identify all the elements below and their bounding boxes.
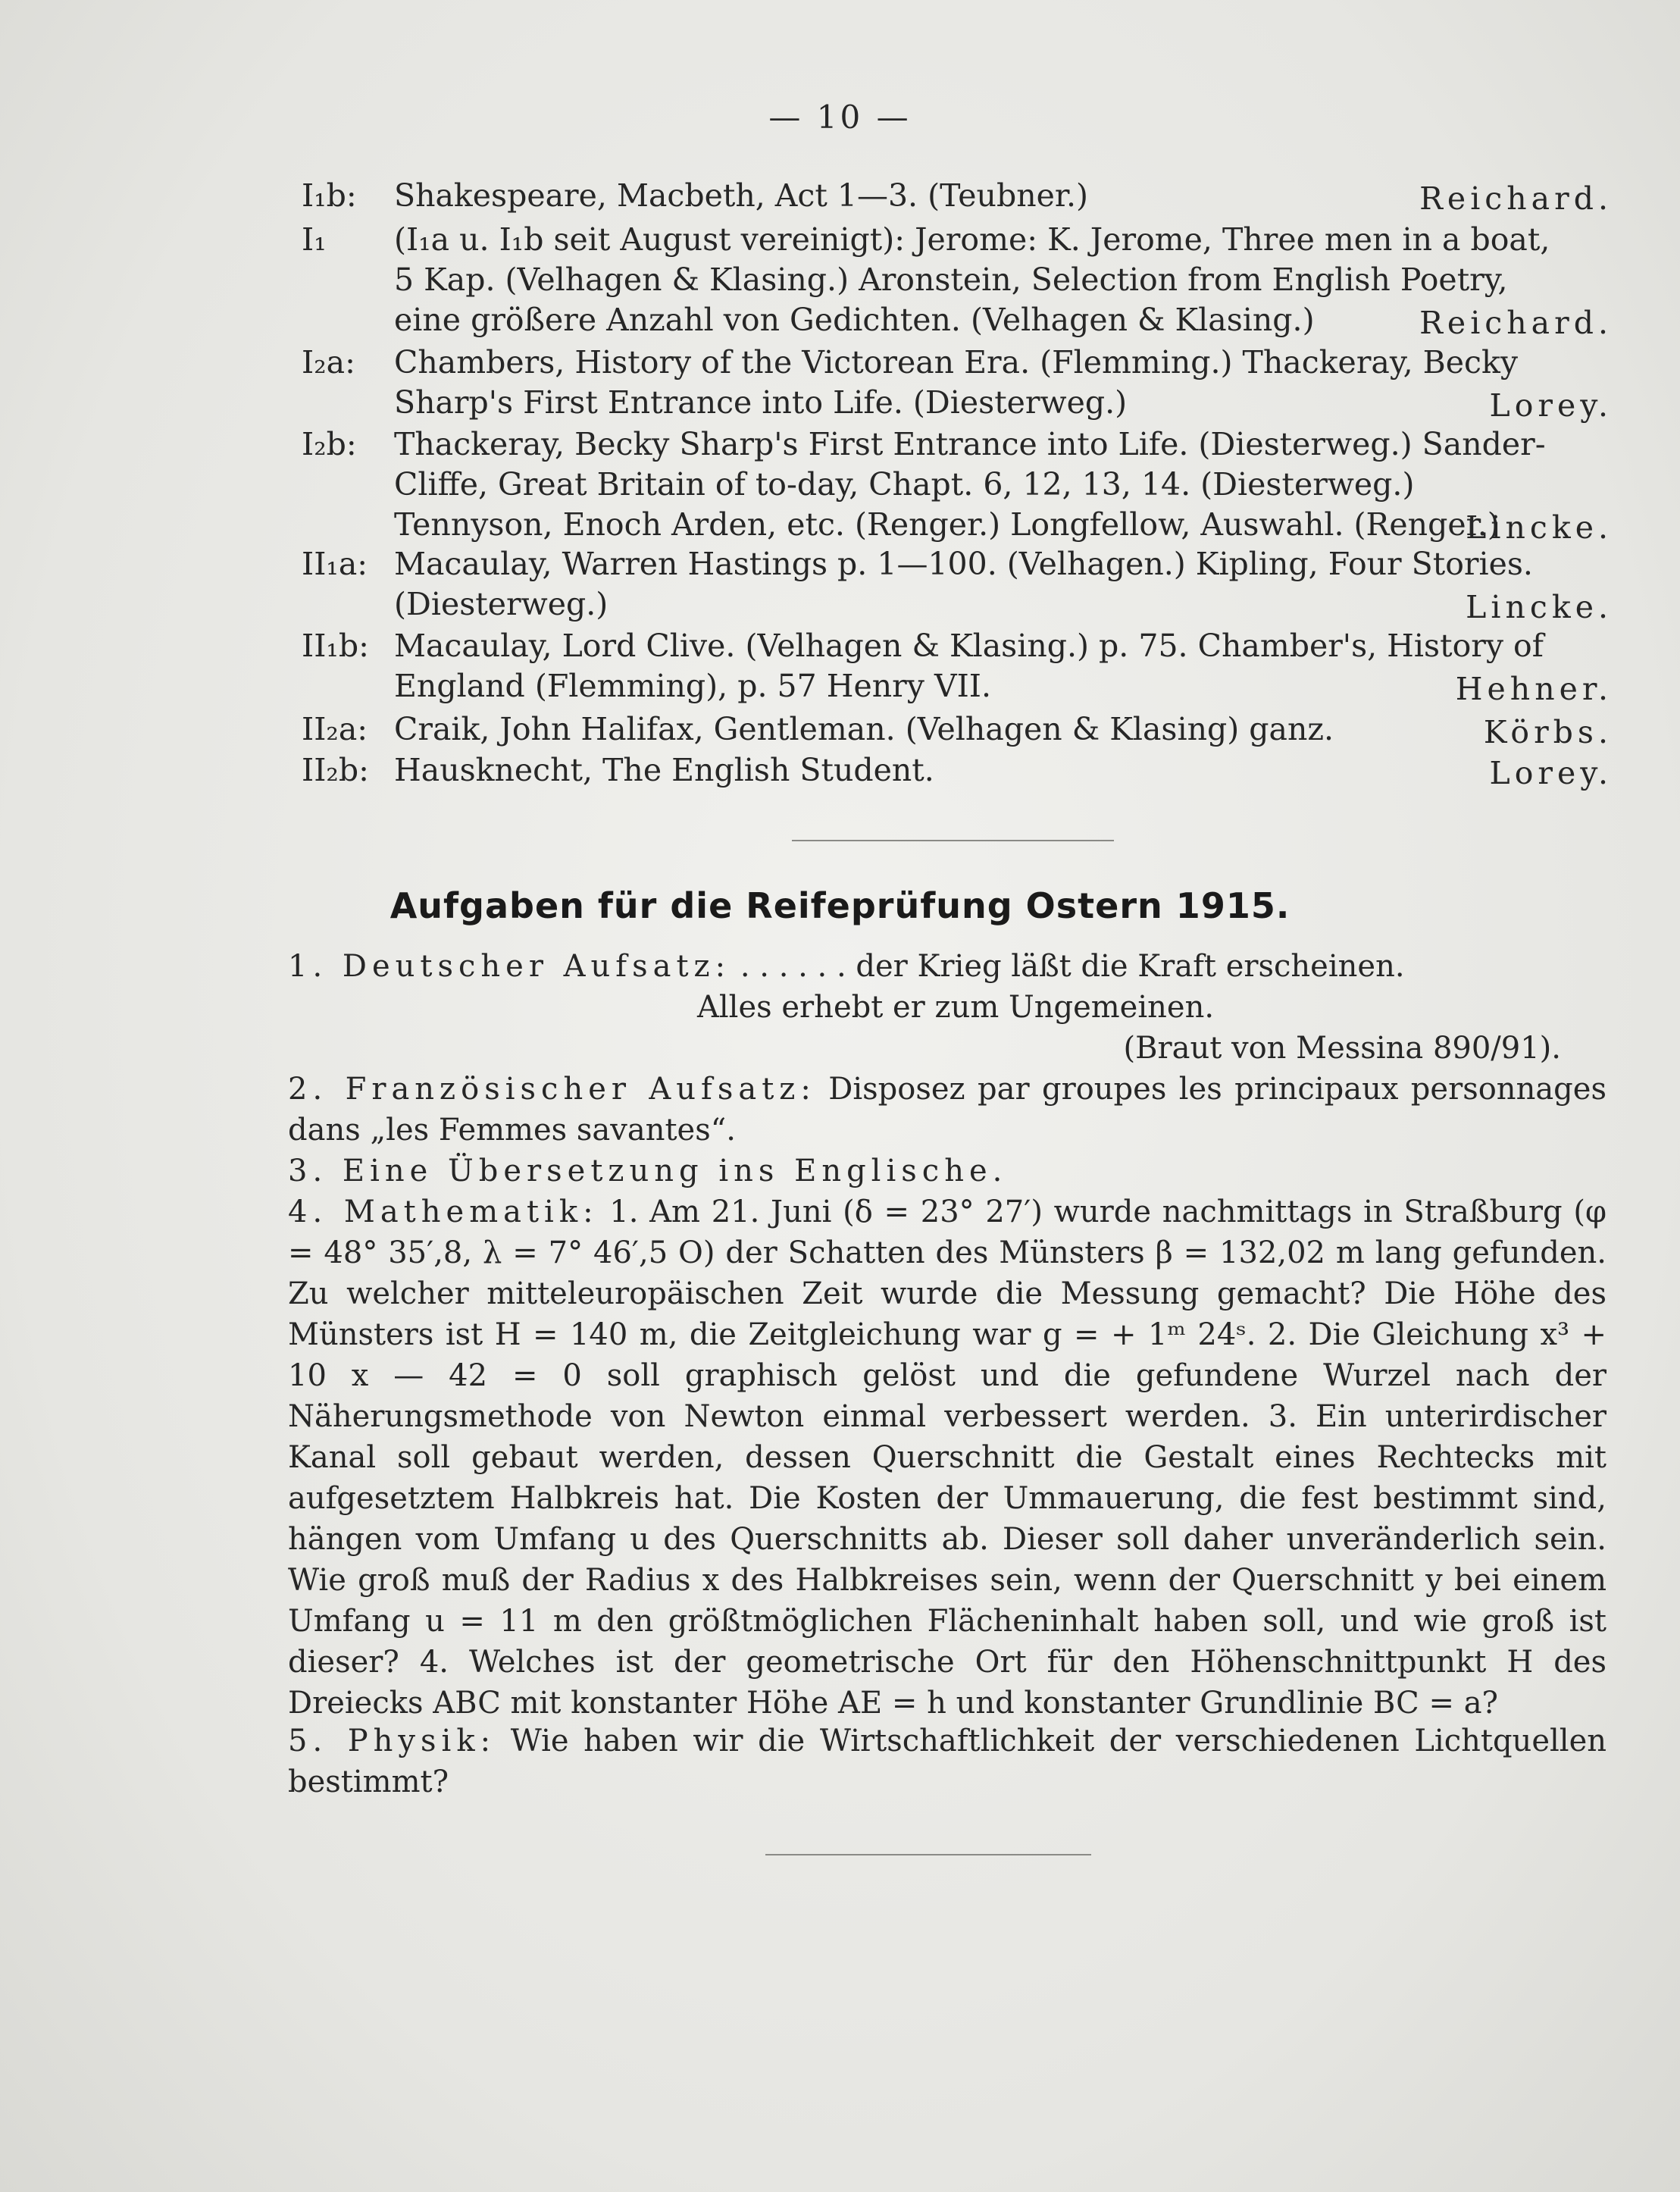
class-label: I₂a: [302, 344, 355, 380]
teacher-name: Lincke. [1466, 509, 1613, 546]
reading-entry [302, 176, 1613, 216]
task-label: 1. Deutscher Aufsatz: [288, 949, 731, 984]
section-divider [792, 840, 1114, 841]
reading-text: (I₁a u. I₁b seit August vereinigt): Jerome: K. Jerome, Three men in a boat, 5 Kap. (Velhagen & Klasing.) Aronstein, Selection from English Poetry, eine größere Anzahl von Gedichten. (Velhagen & Klasing.) [394, 221, 1550, 338]
reading-entry [302, 750, 1613, 791]
teacher-name: Lorey. [1489, 755, 1613, 791]
class-label: I₂b: [302, 426, 357, 462]
task-source: (Braut von Messina 890/91). [1123, 1031, 1561, 1066]
reading-text: Craik, John Halifax, Gentleman. (Velhagen & Klasing) ganz. [394, 711, 1334, 747]
teacher-name: Reichard. [1419, 180, 1613, 217]
reading-entry [302, 626, 1613, 706]
reading-entry [302, 424, 1613, 545]
task-french-essay [288, 1069, 1606, 1151]
task-label: 3. Eine Übersetzung ins Englische. [288, 1154, 1008, 1188]
reading-entry [302, 343, 1613, 423]
teacher-name: Lorey. [1489, 387, 1613, 424]
teacher-name: Körbs. [1483, 714, 1613, 750]
task-text: Wie haben wir die Wirtschaftlichkeit der verschiedenen Lichtquellen bestimmt? [288, 1724, 1607, 1799]
closing-divider [765, 1854, 1091, 1855]
task-text-line2: Alles erhebt er zum Ungemeinen. [697, 990, 1215, 1025]
reading-text: Chambers, History of the Victorean Era. (Flemming.) Thackeray, Becky Sharp's First Entrance into Life. (Diesterweg.) [394, 344, 1519, 421]
task-physics [288, 1721, 1606, 1802]
class-label: II₂b: [302, 752, 369, 788]
page-number: — 10 — [768, 99, 912, 136]
task-text: 1. Am 21. Juni (δ = 23° 27′) wurde nachmittags in Straßburg (φ = 48° 35′,8, λ = 7° 46′,5 O) der Schatten des Münsters β = 132,02 m lang gefunden. Zu welcher mitteleuropäischen Zeit wurde die Messung gemacht? Die Höhe des Münsters ist H = 140 m, die Zeitgleichung war g = + 1ᵐ 24ˢ. 2. Die Gleichung x³ + 10 x — 42 = 0 soll graphisch gelöst und die gefundene Wurzel nach der Näherungsmethode von Newton einmal verbessert werden. 3. Ein unterirdischer Kanal soll gebaut werden, dessen Querschnitt die Gestalt eines Rechtecks mit aufgesetztem Halbkreis hat. Die Kosten der Ummauerung, die fest bestimmt sind, hängen vom Umfang u des Querschnitts ab. Dieser soll daher unveränderlich sein. Wie groß muß der Radius x des Halbkreises sein, wenn der Querschnitt y bei einem Umfang u = 11 m den größtmöglichen Flächeninhalt haben soll, und wie groß ist dieser? 4. Welches ist der geometrische Ort für den Höhenschnittpunkt H des Dreiecks ABC mit konstanter Höhe AE = h und konstanter Grundlinie BC = a? [288, 1195, 1606, 1721]
reading-text: Thackeray, Becky Sharp's First Entrance into Life. (Diesterweg.) Sander-Cliffe, Great Britain of to-day, Chapt. 6, 12, 13, 14. (Diesterweg.) Tennyson, Enoch Arden, etc. (Renger.) Longfellow, Auswahl. (Renger.) [394, 426, 1546, 543]
teacher-name: Lincke. [1466, 589, 1613, 625]
task-text: . . . . . . der Krieg läßt die Kraft erscheinen. [740, 949, 1405, 984]
teacher-name: Reichard. [1419, 305, 1613, 341]
class-label: II₂a: [302, 711, 368, 747]
reading-entry [302, 220, 1613, 340]
class-label: II₁a: [302, 546, 368, 582]
reading-text: Hausknecht, The English Student. [394, 752, 934, 788]
reading-text: Macaulay, Warren Hastings p. 1—100. (Velhagen.) Kipling, Four Stories. (Diesterweg.) [394, 546, 1533, 622]
teacher-name: Hehner. [1455, 671, 1613, 707]
reading-text: Macaulay, Lord Clive. (Velhagen & Klasing.) p. 75. Chamber's, History of England (Flemming), p. 57 Henry VII. [394, 628, 1544, 704]
reading-text: Shakespeare, Macbeth, Act 1—3. (Teubner.) [394, 177, 1088, 214]
task-label: 4. Mathematik: [288, 1195, 599, 1229]
class-label: I₁ [302, 221, 327, 258]
reading-entry [302, 544, 1613, 625]
task-label: 5. Physik: [288, 1724, 496, 1758]
class-label: I₁b: [302, 177, 357, 214]
task-german-essay [288, 946, 1606, 1069]
reading-entry [302, 709, 1613, 750]
section-heading: Aufgaben für die Reifeprüfung Ostern 1915. [389, 885, 1291, 926]
task-mathematics [288, 1192, 1606, 1724]
task-label: 2. Französischer Aufsatz: [288, 1072, 816, 1107]
task-text: Disposez par groupes les principaux personnages dans „les Femmes savantes“. [288, 1072, 1606, 1148]
class-label: II₁b: [302, 628, 369, 664]
task-translation [288, 1151, 1606, 1192]
